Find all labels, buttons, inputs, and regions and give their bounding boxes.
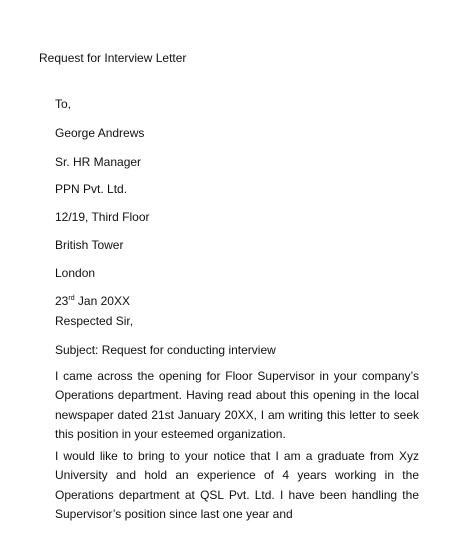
recipient-company: PPN Pvt. Ltd.	[55, 182, 128, 196]
body-paragraph-2: I would like to bring to your notice that I am a graduate from Xyz University and hold an experience of 4 years working in the Operations department at QSL Pvt. Ltd. I have been handling the Supervisor’s position since last one year and	[55, 449, 419, 521]
date-day: 23	[55, 294, 69, 308]
date-month-year: Jan 20XX	[74, 294, 130, 308]
date-suffix: rd	[68, 295, 75, 302]
recipient-name: George Andrews	[55, 126, 145, 140]
body-paragraph-1: I came across the opening for Floor Supervisor in your company’s Operations department. Having read about this opening in the local newspaper dated 21st January 20XX, I am writing this letter to seek this position in your esteemed organization.	[55, 369, 419, 441]
letter-date	[55, 293, 130, 309]
greeting: Respected Sir,	[55, 314, 134, 328]
recipient-address-line2: British Tower	[55, 238, 124, 252]
document-title: Request for Interview Letter	[39, 51, 187, 65]
subject-line: Subject: Request for conducting interview	[55, 343, 276, 357]
recipient-position: Sr. HR Manager	[55, 155, 142, 169]
salutation-to: To,	[55, 97, 72, 111]
recipient-city: London	[55, 266, 96, 280]
recipient-address-line1: 12/19, Third Floor	[55, 210, 150, 224]
